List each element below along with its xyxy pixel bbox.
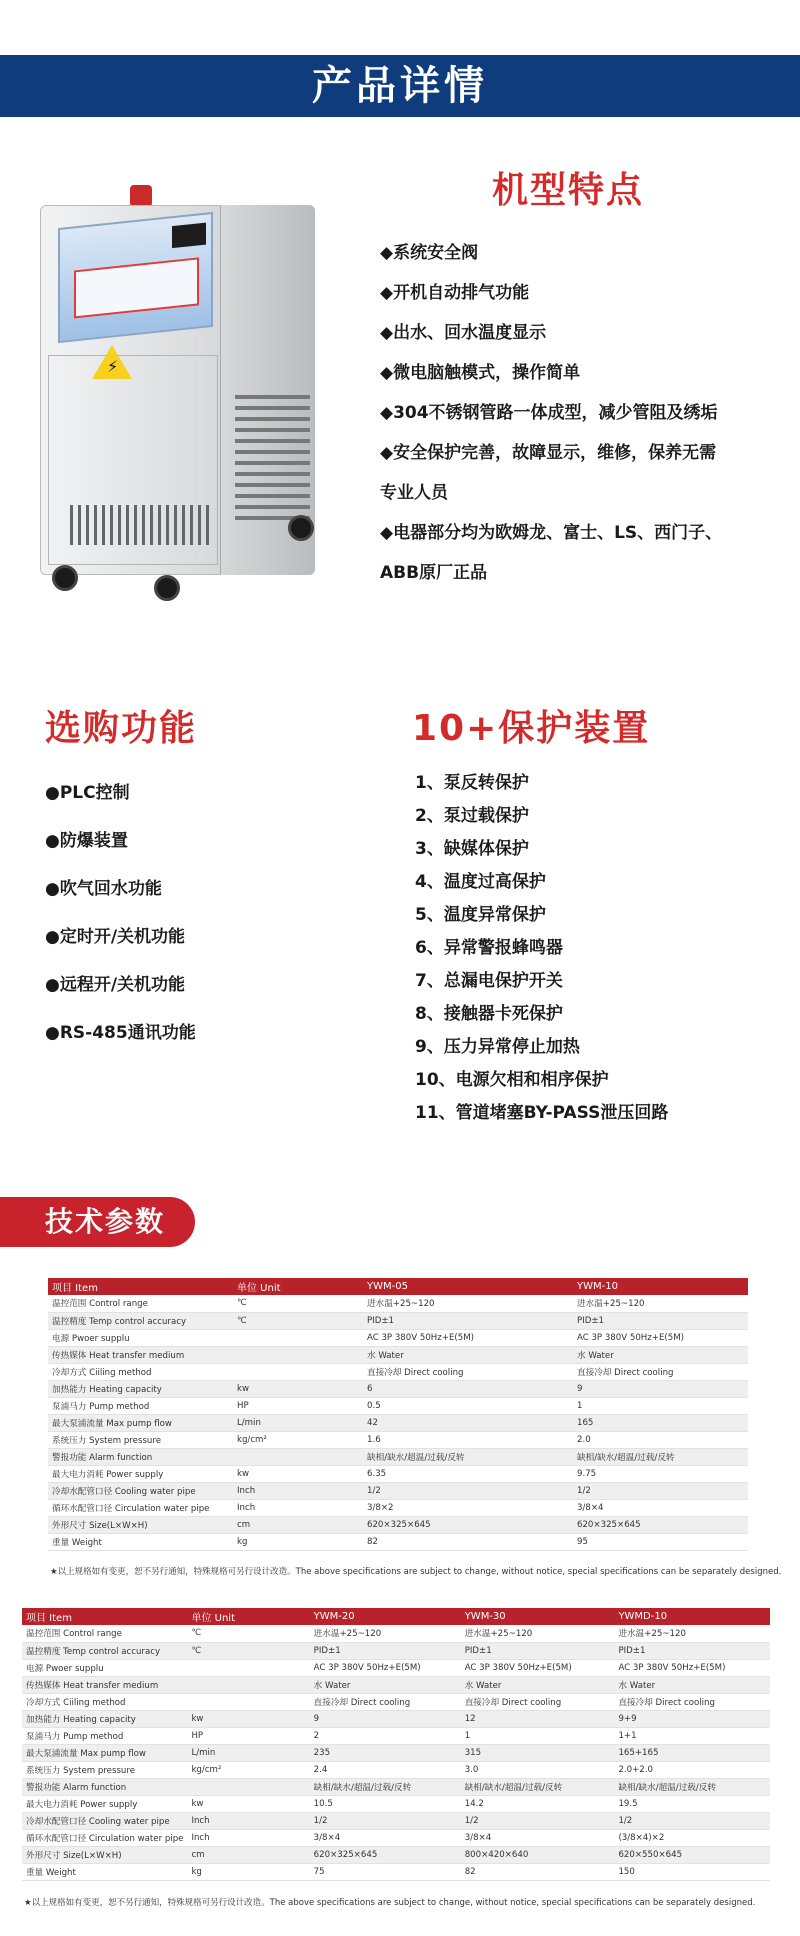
table-cell: 缺相/缺水/超温/过载/反转 bbox=[363, 1448, 573, 1465]
caster-wheel-icon bbox=[52, 565, 78, 591]
table-row bbox=[48, 1380, 748, 1397]
table-cell: cm bbox=[187, 1846, 309, 1863]
spec-table-2-body bbox=[22, 1625, 770, 1880]
table-cell: 缺相/缺水/超温/过载/反转 bbox=[614, 1778, 770, 1795]
table-row bbox=[22, 1846, 770, 1863]
table-cell: AC 3P 380V 50Hz+E(5M) bbox=[310, 1659, 461, 1676]
table-row bbox=[48, 1516, 748, 1533]
params-tag bbox=[0, 1197, 195, 1247]
table-cell: 加热能力 Heating capacity bbox=[48, 1380, 233, 1397]
table-cell: 42 bbox=[363, 1414, 573, 1431]
table-cell: 进水温+25~120 bbox=[614, 1625, 770, 1642]
table-row bbox=[22, 1744, 770, 1761]
table-cell: 外形尺寸 Size(L×W×H) bbox=[22, 1846, 187, 1863]
spec-note-1: ★以上规格如有变更，恕不另行通知，特殊规格可另行设计改造。The above specifications are subject to change, without notice, special specifications can be separately designed. bbox=[50, 1567, 782, 1577]
table-cell: 19.5 bbox=[614, 1795, 770, 1812]
feature-item: ◆开机自动排气功能 bbox=[380, 283, 530, 303]
table-row bbox=[48, 1465, 748, 1482]
protection-item: 7、总漏电保护开关 bbox=[415, 971, 563, 991]
top-banner bbox=[0, 55, 800, 117]
table-cell bbox=[233, 1346, 363, 1363]
table-row bbox=[22, 1761, 770, 1778]
table-cell: PID±1 bbox=[614, 1642, 770, 1659]
column-header: 单位 Unit bbox=[187, 1608, 309, 1625]
table-cell: 315 bbox=[461, 1744, 615, 1761]
table-cell: HP bbox=[233, 1397, 363, 1414]
table-cell: 泵浦马力 Pump method bbox=[48, 1397, 233, 1414]
table-row bbox=[48, 1482, 748, 1499]
table-cell: 75 bbox=[310, 1863, 461, 1880]
protection-item: 2、泵过载保护 bbox=[415, 806, 529, 826]
table-row bbox=[48, 1448, 748, 1465]
column-header: 项目 Item bbox=[48, 1278, 233, 1295]
table-cell: 电源 Pwoer supplu bbox=[48, 1329, 233, 1346]
params-title: 技术参数 bbox=[45, 1205, 166, 1238]
table-cell: 重量 Weight bbox=[48, 1533, 233, 1550]
table-cell: AC 3P 380V 50Hz+E(5M) bbox=[614, 1659, 770, 1676]
table-cell bbox=[233, 1363, 363, 1380]
table-cell: 3.0 bbox=[461, 1761, 615, 1778]
table-cell: 1/2 bbox=[363, 1482, 573, 1499]
spec-table-1 bbox=[48, 1278, 748, 1551]
table-cell: 温控精度 Temp control accuracy bbox=[48, 1312, 233, 1329]
display-screen bbox=[172, 223, 206, 249]
column-header: YWMD-10 bbox=[614, 1608, 770, 1625]
table-cell: 1/2 bbox=[614, 1812, 770, 1829]
table-row bbox=[22, 1812, 770, 1829]
table-cell: PID±1 bbox=[363, 1312, 573, 1329]
table-row bbox=[22, 1829, 770, 1846]
table-cell: Inch bbox=[233, 1499, 363, 1516]
table-cell: AC 3P 380V 50Hz+E(5M) bbox=[573, 1329, 748, 1346]
table-cell: 直接冷却 Direct cooling bbox=[461, 1693, 615, 1710]
protection-item: 8、接触器卡死保护 bbox=[415, 1004, 563, 1024]
table-cell: 165+165 bbox=[614, 1744, 770, 1761]
table-cell: 9.75 bbox=[573, 1465, 748, 1482]
caster-wheel-icon bbox=[154, 575, 180, 601]
table-cell: 最大电力消耗 Power supply bbox=[48, 1465, 233, 1482]
table-row bbox=[22, 1795, 770, 1812]
table-cell: 1/2 bbox=[461, 1812, 615, 1829]
spec-note-2: ★以上规格如有变更，恕不另行通知，特殊规格可另行设计改造。The above specifications are subject to change, without notice, special specifications can be separately designed. bbox=[24, 1898, 756, 1908]
table-cell: kg bbox=[187, 1863, 309, 1880]
table-cell: 外形尺寸 Size(L×W×H) bbox=[48, 1516, 233, 1533]
table-cell: 水 Water bbox=[461, 1676, 615, 1693]
table-cell: 冷却水配管口径 Cooling water pipe bbox=[22, 1812, 187, 1829]
side-vents bbox=[235, 395, 310, 525]
protection-item: 5、温度异常保护 bbox=[415, 905, 546, 925]
features-title: 机型特点 bbox=[492, 170, 645, 211]
table-cell: HP bbox=[187, 1727, 309, 1744]
table-cell: 进水温+25~120 bbox=[573, 1295, 748, 1312]
table-cell: kw bbox=[233, 1380, 363, 1397]
table-cell: 系统压力 System pressure bbox=[22, 1761, 187, 1778]
spec-table-2 bbox=[22, 1608, 770, 1881]
table-cell: 2.4 bbox=[310, 1761, 461, 1778]
table-cell: 水 Water bbox=[573, 1346, 748, 1363]
table-cell: 12 bbox=[461, 1710, 615, 1727]
table-row bbox=[48, 1431, 748, 1448]
table-cell: 800×420×640 bbox=[461, 1846, 615, 1863]
table-cell: 电源 Pwoer supplu bbox=[22, 1659, 187, 1676]
table-cell: 82 bbox=[363, 1533, 573, 1550]
table-cell: kw bbox=[233, 1465, 363, 1482]
flow-diagram bbox=[74, 257, 199, 318]
table-cell: kg/cm² bbox=[233, 1431, 363, 1448]
table-cell: 620×325×645 bbox=[573, 1516, 748, 1533]
spec-table-1-body bbox=[48, 1295, 748, 1550]
table-cell: 系统压力 System pressure bbox=[48, 1431, 233, 1448]
table-cell: 进水温+25~120 bbox=[310, 1625, 461, 1642]
table-cell: L/min bbox=[187, 1744, 309, 1761]
table-cell: 循环水配管口径 Circulation water pipe bbox=[22, 1829, 187, 1846]
feature-item: 专业人员 bbox=[380, 483, 448, 503]
feature-item: ◆304不锈钢管路一体成型，减少管阻及绣垢 bbox=[380, 403, 718, 423]
table-cell: 温控精度 Temp control accuracy bbox=[22, 1642, 187, 1659]
column-header: 单位 Unit bbox=[233, 1278, 363, 1295]
alarm-beacon bbox=[130, 185, 152, 207]
table-cell: kw bbox=[187, 1710, 309, 1727]
table-cell: Inch bbox=[187, 1829, 309, 1846]
table-cell bbox=[187, 1659, 309, 1676]
table-cell bbox=[233, 1329, 363, 1346]
table-row bbox=[48, 1329, 748, 1346]
table-cell: 1.6 bbox=[363, 1431, 573, 1448]
table-cell: 10.5 bbox=[310, 1795, 461, 1812]
feature-item: ◆电器部分均为欧姆龙、富士、LS、西门子、 bbox=[380, 523, 723, 543]
table-cell: 进水温+25~120 bbox=[363, 1295, 573, 1312]
table-cell: 冷却方式 Ciiling method bbox=[48, 1363, 233, 1380]
table-cell: 1/2 bbox=[573, 1482, 748, 1499]
control-panel bbox=[58, 212, 213, 343]
table-row bbox=[22, 1676, 770, 1693]
protection-item: 1、泵反转保护 bbox=[415, 773, 529, 793]
table-row bbox=[22, 1693, 770, 1710]
table-cell: PID±1 bbox=[461, 1642, 615, 1659]
feature-item: ◆系统安全阀 bbox=[380, 243, 479, 263]
column-header: YWM-10 bbox=[573, 1278, 748, 1295]
feature-item: ◆微电脑触模式，操作简单 bbox=[380, 363, 581, 383]
table-cell: 3/8×4 bbox=[461, 1829, 615, 1846]
table-row bbox=[48, 1499, 748, 1516]
page-title: 产品详情 bbox=[312, 63, 488, 109]
protection-item: 11、管道堵塞BY-PASS泄压回路 bbox=[415, 1103, 669, 1123]
table-cell: 1+1 bbox=[614, 1727, 770, 1744]
table-cell: ℃ bbox=[187, 1642, 309, 1659]
table-cell: 水 Water bbox=[363, 1346, 573, 1363]
table-cell: 3/8×2 bbox=[363, 1499, 573, 1516]
table-cell: AC 3P 380V 50Hz+E(5M) bbox=[461, 1659, 615, 1676]
table-cell: ℃ bbox=[233, 1312, 363, 1329]
table-cell: 最大泵浦流量 Max pump flow bbox=[48, 1414, 233, 1431]
feature-item: ◆安全保护完善，故障显示，维修，保养无需 bbox=[380, 443, 717, 463]
feature-item: ◆出水、回水温度显示 bbox=[380, 323, 547, 343]
table-cell bbox=[187, 1676, 309, 1693]
column-header: 项目 Item bbox=[22, 1608, 187, 1625]
option-item: ●吹气回水功能 bbox=[45, 879, 162, 899]
protection-item: 10、电源欠相和相序保护 bbox=[415, 1070, 609, 1090]
mold-temperature-controller-image bbox=[30, 185, 330, 605]
protection-item: 6、异常警报蜂鸣器 bbox=[415, 938, 563, 958]
table-cell: 缺相/缺水/超温/过载/反转 bbox=[310, 1778, 461, 1795]
option-item: ●远程开/关机功能 bbox=[45, 975, 186, 995]
table-cell: ℃ bbox=[233, 1295, 363, 1312]
table-cell: 直接冷却 Direct cooling bbox=[363, 1363, 573, 1380]
table-cell: 进水温+25~120 bbox=[461, 1625, 615, 1642]
table-cell: 水 Water bbox=[310, 1676, 461, 1693]
caster-wheel-icon bbox=[288, 515, 314, 541]
table-header-row bbox=[22, 1608, 770, 1625]
table-cell: 1 bbox=[461, 1727, 615, 1744]
table-cell: 加热能力 Heating capacity bbox=[22, 1710, 187, 1727]
table-cell: 重量 Weight bbox=[22, 1863, 187, 1880]
option-item: ●RS-485通讯功能 bbox=[45, 1023, 196, 1043]
table-row bbox=[22, 1863, 770, 1880]
table-cell: 0.5 bbox=[363, 1397, 573, 1414]
table-cell: L/min bbox=[233, 1414, 363, 1431]
table-row bbox=[22, 1727, 770, 1744]
table-cell: 最大电力消耗 Power supply bbox=[22, 1795, 187, 1812]
table-cell: cm bbox=[233, 1516, 363, 1533]
table-cell: 传热媒体 Heat transfer medium bbox=[22, 1676, 187, 1693]
table-cell: 2 bbox=[310, 1727, 461, 1744]
table-cell: 2.0 bbox=[573, 1431, 748, 1448]
table-cell: 620×325×645 bbox=[310, 1846, 461, 1863]
table-cell: 14.2 bbox=[461, 1795, 615, 1812]
table-row bbox=[48, 1397, 748, 1414]
table-cell: 温控范围 Control range bbox=[22, 1625, 187, 1642]
table-row bbox=[48, 1533, 748, 1550]
table-cell: 1/2 bbox=[310, 1812, 461, 1829]
table-cell: 2.0+2.0 bbox=[614, 1761, 770, 1778]
table-cell: 6.35 bbox=[363, 1465, 573, 1482]
table-row bbox=[48, 1312, 748, 1329]
table-cell: 620×550×645 bbox=[614, 1846, 770, 1863]
protection-title: 10+保护装置 bbox=[412, 708, 651, 749]
table-cell: 泵浦马力 Pump method bbox=[22, 1727, 187, 1744]
table-cell: 传热媒体 Heat transfer medium bbox=[48, 1346, 233, 1363]
lightning-icon: ⚡ bbox=[107, 357, 119, 376]
column-header: YWM-05 bbox=[363, 1278, 573, 1295]
protection-item: 3、缺媒体保护 bbox=[415, 839, 529, 859]
table-cell: 冷却水配管口径 Cooling water pipe bbox=[48, 1482, 233, 1499]
table-cell bbox=[187, 1778, 309, 1795]
feature-item: ABB原厂正品 bbox=[380, 563, 488, 583]
table-cell: Inch bbox=[187, 1812, 309, 1829]
table-row bbox=[48, 1295, 748, 1312]
table-cell: 150 bbox=[614, 1863, 770, 1880]
table-cell: 3/8×4 bbox=[573, 1499, 748, 1516]
column-header: YWM-20 bbox=[310, 1608, 461, 1625]
option-item: ●定时开/关机功能 bbox=[45, 927, 186, 947]
table-cell: ℃ bbox=[187, 1625, 309, 1642]
table-row bbox=[48, 1414, 748, 1431]
table-cell: 最大泵浦流量 Max pump flow bbox=[22, 1744, 187, 1761]
table-cell: 直接冷却 Direct cooling bbox=[310, 1693, 461, 1710]
table-cell: 620×325×645 bbox=[363, 1516, 573, 1533]
table-cell: (3/8×4)×2 bbox=[614, 1829, 770, 1846]
table-cell: 95 bbox=[573, 1533, 748, 1550]
table-cell: 直接冷却 Direct cooling bbox=[573, 1363, 748, 1380]
table-cell: 循环水配管口径 Circulation water pipe bbox=[48, 1499, 233, 1516]
option-item: ●PLC控制 bbox=[45, 783, 130, 803]
front-vents bbox=[70, 505, 210, 545]
table-cell: Inch bbox=[233, 1482, 363, 1499]
table-cell: PID±1 bbox=[573, 1312, 748, 1329]
table-cell: 警报功能 Alarm function bbox=[22, 1778, 187, 1795]
protection-item: 4、温度过高保护 bbox=[415, 872, 546, 892]
protection-item: 9、压力异常停止加热 bbox=[415, 1037, 580, 1057]
table-cell: 6 bbox=[363, 1380, 573, 1397]
table-cell: 235 bbox=[310, 1744, 461, 1761]
table-cell: 3/8×4 bbox=[310, 1829, 461, 1846]
table-cell bbox=[233, 1448, 363, 1465]
table-row bbox=[22, 1710, 770, 1727]
table-cell: kw bbox=[187, 1795, 309, 1812]
table-cell: kg bbox=[233, 1533, 363, 1550]
table-cell: 165 bbox=[573, 1414, 748, 1431]
table-cell: 冷却方式 Ciiling method bbox=[22, 1693, 187, 1710]
table-cell: 1 bbox=[573, 1397, 748, 1414]
table-row bbox=[22, 1625, 770, 1642]
table-cell: 缺相/缺水/超温/过载/反转 bbox=[573, 1448, 748, 1465]
table-cell bbox=[187, 1693, 309, 1710]
table-row bbox=[22, 1778, 770, 1795]
table-cell: 9+9 bbox=[614, 1710, 770, 1727]
table-cell: 82 bbox=[461, 1863, 615, 1880]
table-row bbox=[48, 1363, 748, 1380]
table-cell: kg/cm² bbox=[187, 1761, 309, 1778]
column-header: YWM-30 bbox=[461, 1608, 615, 1625]
table-row bbox=[22, 1659, 770, 1676]
table-row bbox=[48, 1346, 748, 1363]
table-cell: 水 Water bbox=[614, 1676, 770, 1693]
table-cell: 9 bbox=[573, 1380, 748, 1397]
table-cell: 缺相/缺水/超温/过载/反转 bbox=[461, 1778, 615, 1795]
table-cell: 温控范围 Control range bbox=[48, 1295, 233, 1312]
table-cell: 直接冷却 Direct cooling bbox=[614, 1693, 770, 1710]
table-cell: PID±1 bbox=[310, 1642, 461, 1659]
table-row bbox=[22, 1642, 770, 1659]
table-cell: 警报功能 Alarm function bbox=[48, 1448, 233, 1465]
options-title: 选购功能 bbox=[45, 708, 198, 749]
table-cell: AC 3P 380V 50Hz+E(5M) bbox=[363, 1329, 573, 1346]
table-cell: 9 bbox=[310, 1710, 461, 1727]
option-item: ●防爆装置 bbox=[45, 831, 128, 851]
table-header-row bbox=[48, 1278, 748, 1295]
